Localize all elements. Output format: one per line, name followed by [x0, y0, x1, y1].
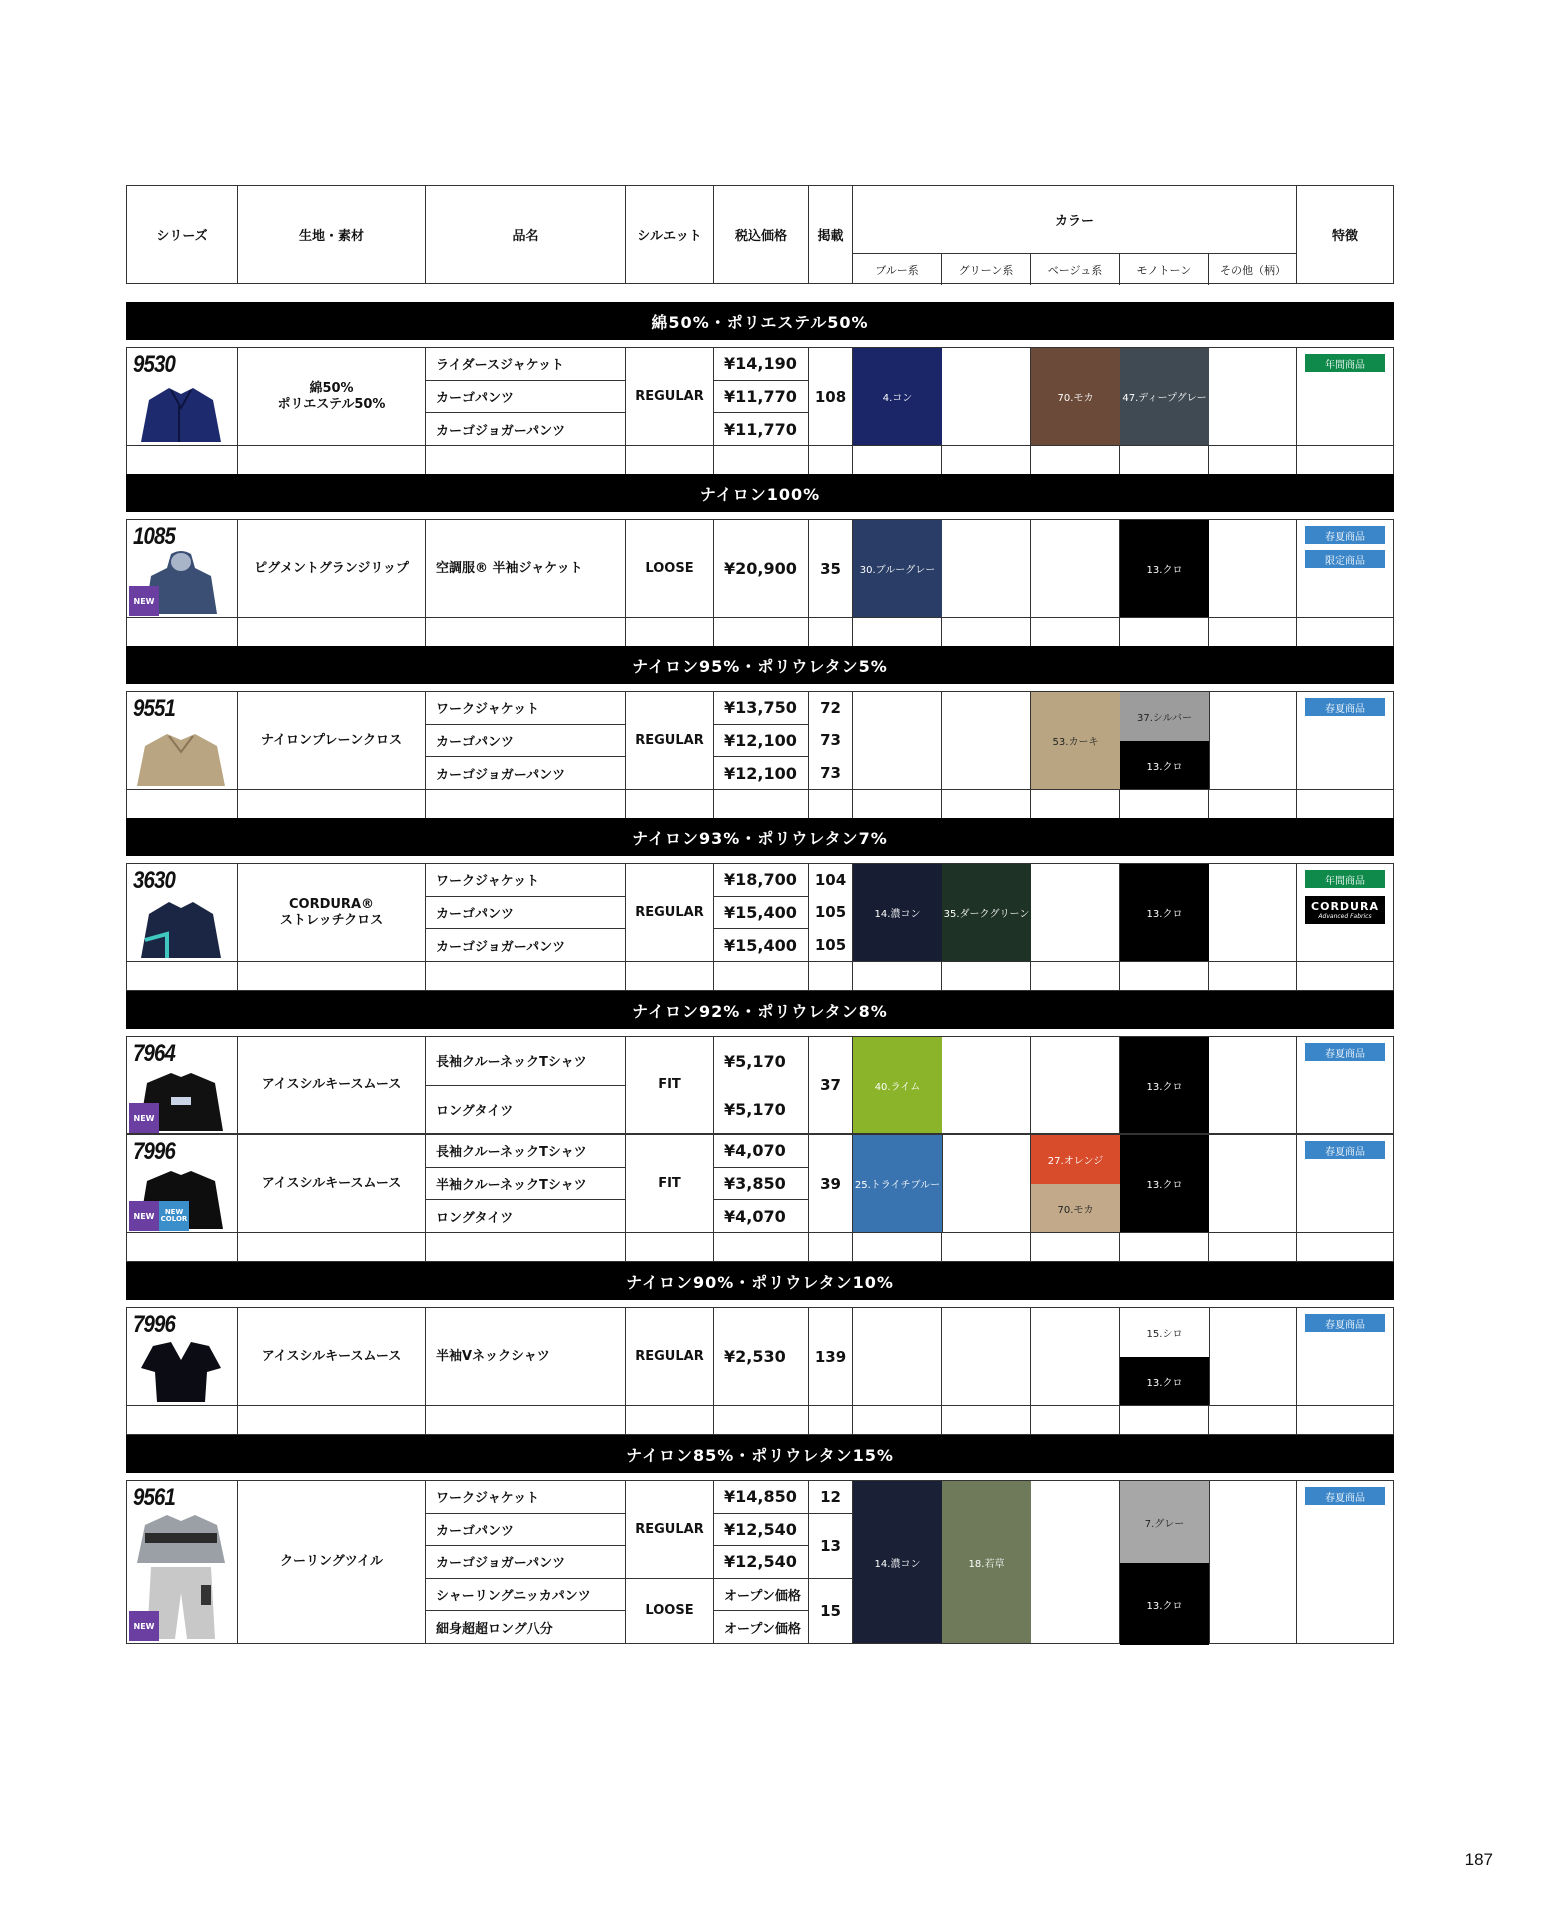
color-swatch: 30.ブルーグレー [853, 520, 942, 617]
page-ref: 12 [809, 1481, 852, 1514]
silhouette: LOOSE [626, 520, 714, 617]
page-ref: 73 [820, 763, 841, 782]
price: ¥15,400 [714, 897, 808, 930]
header-feature: 特徴 [1331, 229, 1358, 244]
section-band: ナイロン92%・ポリウレタン8% [126, 991, 1394, 1029]
page-ref: 105 [814, 903, 847, 922]
color-swatch: 14.濃コン [853, 1481, 942, 1643]
page-ref: 15 [820, 1602, 841, 1620]
silhouette: REGULAR [626, 1481, 713, 1579]
new-badge: NEW [129, 1611, 159, 1641]
spacer-row [126, 445, 1394, 475]
product-name: ワークジャケット [426, 692, 625, 725]
series-number: 7996 [133, 1311, 175, 1338]
product-name: ライダースジャケット [426, 348, 625, 381]
price: ¥14,190 [714, 348, 808, 381]
color-swatch: 13.クロ [1120, 741, 1209, 790]
product-list [426, 348, 626, 445]
color-cell-empty [942, 520, 1031, 617]
fabric-name: アイスシルキースムース [238, 1037, 426, 1133]
series-number: 3630 [133, 867, 175, 894]
series-number: 7996 [133, 1138, 175, 1165]
section-row [126, 1307, 1394, 1405]
product-name: ワークジャケット [426, 864, 625, 897]
price-list [714, 692, 809, 789]
logo-subtext: Advanced Fabrics [1318, 913, 1372, 920]
product-name: 長袖クルーネックTシャツ [426, 1037, 625, 1086]
series-number: 1085 [133, 523, 175, 550]
color-swatch: 13.クロ [1120, 1037, 1209, 1133]
price: ¥18,700 [714, 864, 808, 897]
color-swatch: 15.シロ [1120, 1308, 1209, 1357]
feature-tag: 春夏商品 [1305, 698, 1385, 716]
color-cell-empty [942, 1135, 1031, 1232]
product-name: カーゴパンツ [426, 1514, 625, 1547]
page-ref: 73 [820, 731, 841, 750]
price: ¥13,750 [714, 692, 808, 725]
product-name: ロングタイツ [436, 1210, 514, 1226]
header-color-green: グリーン系 [942, 254, 1031, 285]
color-swatch: 53.カーキ [1031, 692, 1120, 789]
product-name: 半袖Vネックシャツ [426, 1308, 626, 1405]
fabric-name: ストレッチクロス [279, 912, 384, 928]
page-list [809, 692, 853, 789]
color-cell-empty [1209, 864, 1297, 961]
color-swatch: 35.ダークグリーン [942, 864, 1031, 961]
header-color-other: その他（柄） [1220, 263, 1286, 277]
price: ¥12,100 [724, 763, 797, 783]
product-image [131, 722, 231, 786]
color-swatch: 7.グレー [1120, 1481, 1209, 1563]
color-swatch: 25.トライチブルー [853, 1135, 942, 1232]
page-ref: 105 [814, 935, 847, 954]
new-badge: NEW [129, 586, 159, 616]
header-color-mono: モノトーン [1120, 254, 1209, 285]
price: ¥11,770 [714, 381, 808, 414]
silhouette: FIT [626, 1037, 714, 1133]
spacer-row [126, 617, 1394, 647]
fabric-name: クーリングツイル [238, 1481, 426, 1643]
color-swatch: 70.モカ [1031, 348, 1120, 445]
feature-tag: 年間商品 [1305, 354, 1385, 372]
page-ref: 72 [820, 699, 841, 718]
header-color: カラー [853, 186, 1296, 254]
section-band: ナイロン93%・ポリウレタン7% [126, 818, 1394, 856]
product-list [426, 1135, 626, 1232]
price: ¥14,850 [714, 1481, 808, 1514]
color-swatch: 14.濃コン [853, 864, 942, 961]
color-swatch: 27.オレンジ [1031, 1135, 1120, 1184]
product-name: シャーリングニッカパンツ [426, 1579, 625, 1612]
product-list [426, 864, 626, 961]
header-price: 税込価格 [714, 186, 809, 283]
color-cell-empty [1209, 520, 1297, 617]
section-row [126, 691, 1394, 789]
section-row [126, 1036, 1394, 1134]
page-list [809, 1481, 853, 1643]
new-color-badge [159, 1201, 189, 1231]
color-cell-empty [1031, 520, 1120, 617]
section-row [126, 1134, 1394, 1232]
fabric-name: アイスシルキースムース [238, 1135, 426, 1232]
silhouette: FIT [626, 1135, 714, 1232]
price: ¥15,400 [724, 935, 797, 955]
series-number: 7964 [133, 1040, 175, 1067]
color-cell-empty [1209, 1037, 1297, 1133]
color-cell-empty [1209, 348, 1297, 445]
section-band: ナイロン100% [126, 474, 1394, 512]
price: ¥5,170 [724, 1051, 786, 1071]
feature-tag: 春夏商品 [1305, 526, 1385, 544]
product-image [131, 1511, 231, 1563]
price: ¥3,850 [714, 1168, 808, 1201]
logo-text: CORDURA [1311, 900, 1379, 913]
color-swatch: 70.モカ [1031, 1184, 1120, 1233]
color-cell-empty [1031, 1308, 1120, 1405]
section-row [126, 519, 1394, 617]
product-name: ロングタイツ [436, 1103, 514, 1119]
price: ¥5,170 [724, 1099, 786, 1119]
color-swatch: 13.クロ [1120, 864, 1209, 961]
product-name: ワークジャケット [426, 1481, 625, 1514]
price: ¥4,070 [724, 1206, 786, 1226]
price-list [714, 864, 809, 961]
color-cell-empty [1031, 1481, 1120, 1643]
series-number: 9561 [133, 1484, 175, 1511]
section-band: ナイロン90%・ポリウレタン10% [126, 1262, 1394, 1300]
series-number: 9551 [133, 695, 175, 722]
header-series: シリーズ [127, 186, 238, 283]
color-swatch: 37.シルバー [1120, 692, 1209, 741]
price: ¥20,900 [714, 520, 809, 617]
price: ¥4,070 [714, 1135, 808, 1168]
price-list [714, 348, 809, 445]
feature-tag: 限定商品 [1305, 550, 1385, 568]
header-color-beige: ベージュ系 [1031, 254, 1120, 285]
color-swatch: 47.ディープグレー [1120, 348, 1209, 445]
color-cell-empty [1209, 1308, 1297, 1405]
fabric-name: ポリエステル50% [277, 396, 386, 412]
product-image [131, 1338, 231, 1402]
header-product: 品名 [426, 186, 626, 283]
product-name: カーゴジョガーパンツ [436, 767, 566, 783]
product-name: カーゴジョガーパンツ [426, 1546, 625, 1579]
color-cell-empty [1031, 1037, 1120, 1133]
price-list [714, 1135, 809, 1232]
color-swatch: 4.コン [853, 348, 942, 445]
fabric-name: ピグメントグランジリップ [238, 520, 426, 617]
badge-text: COLOR [160, 1215, 188, 1223]
section-row [126, 1480, 1394, 1644]
series-number: 9530 [133, 351, 175, 378]
color-swatch: 13.クロ [1120, 1563, 1209, 1645]
color-cell-empty [942, 692, 1031, 789]
page-ref: 139 [809, 1308, 853, 1405]
price: ¥11,770 [724, 419, 797, 439]
header-fabric: 生地・素材 [238, 186, 426, 283]
section-row [126, 863, 1394, 961]
fabric-name: アイスシルキースムース [238, 1308, 426, 1405]
page-number: 187 [1464, 1850, 1493, 1869]
feature-tag: 春夏商品 [1305, 1043, 1385, 1061]
price-list [714, 1037, 809, 1133]
fabric-name: CORDURA® [288, 896, 375, 912]
product-name: カーゴジョガーパンツ [436, 423, 566, 439]
color-cell-empty [1031, 864, 1120, 961]
product-name: 空調服® 半袖ジャケット [426, 520, 626, 617]
price: オープン価格 [714, 1579, 808, 1612]
feature-tag: 春夏商品 [1305, 1314, 1385, 1332]
silhouette-list [626, 1481, 714, 1643]
page-ref: 37 [809, 1037, 853, 1133]
cordura-logo [1305, 896, 1385, 924]
spacer-row [126, 961, 1394, 991]
silhouette: REGULAR [626, 348, 714, 445]
page-ref: 108 [809, 348, 853, 445]
page-ref: 104 [814, 871, 847, 890]
color-cell-empty [1209, 1481, 1297, 1643]
product-list [426, 1037, 626, 1133]
fabric-cell [238, 348, 426, 445]
page-ref: 35 [809, 520, 853, 617]
color-cell-empty [1209, 692, 1297, 789]
color-swatch: 18.若草 [942, 1481, 1031, 1643]
price: ¥2,530 [714, 1308, 809, 1405]
silhouette: REGULAR [626, 864, 714, 961]
section-band: ナイロン95%・ポリウレタン5% [126, 646, 1394, 684]
product-name: カーゴパンツ [426, 381, 625, 414]
product-name: カーゴパンツ [426, 897, 625, 930]
price: ¥12,100 [714, 725, 808, 758]
silhouette: LOOSE [645, 1603, 694, 1619]
product-list [426, 1481, 626, 1643]
spacer-row [126, 1405, 1394, 1435]
page-list [809, 864, 853, 961]
spacer-row [126, 1232, 1394, 1262]
color-cell-empty [942, 348, 1031, 445]
section-row [126, 347, 1394, 445]
new-badge: NEW [129, 1103, 159, 1133]
header-color-group [853, 186, 1297, 283]
feature-tag: 春夏商品 [1305, 1487, 1385, 1505]
price: オープン価格 [724, 1621, 801, 1637]
section-band: 綿50%・ポリエステル50% [126, 302, 1394, 340]
price: ¥12,540 [714, 1514, 808, 1547]
color-cell-empty [942, 1308, 1031, 1405]
color-cell-empty [942, 1037, 1031, 1133]
color-cell-empty [853, 1308, 942, 1405]
product-name: 長袖クルーネックTシャツ [426, 1135, 625, 1168]
color-swatch: 40.ライム [853, 1037, 942, 1133]
page-ref: 39 [809, 1135, 853, 1232]
feature-tag: 春夏商品 [1305, 1141, 1385, 1159]
product-name: カーゴパンツ [426, 725, 625, 758]
fabric-cell [238, 864, 426, 961]
fabric-name: 綿50% [309, 380, 354, 396]
silhouette: REGULAR [626, 1308, 714, 1405]
product-name: 細身超超ロング八分 [436, 1621, 553, 1637]
header-page: 掲載 [809, 186, 853, 283]
color-cell-empty [1209, 1135, 1297, 1232]
color-swatch: 13.クロ [1120, 1357, 1209, 1406]
spacer-row [126, 789, 1394, 819]
table-header [126, 185, 1394, 284]
price: ¥12,540 [714, 1546, 808, 1579]
feature-tag: 年間商品 [1305, 870, 1385, 888]
badge-text: NEW [164, 1208, 184, 1216]
header-silhouette: シルエット [626, 186, 714, 283]
color-swatch: 13.クロ [1120, 520, 1209, 617]
new-badge: NEW [129, 1201, 159, 1231]
fabric-name: ナイロンプレーンクロス [238, 692, 426, 789]
product-list [426, 692, 626, 789]
product-name: 半袖クルーネックTシャツ [426, 1168, 625, 1201]
product-image [131, 894, 231, 958]
series-cell [127, 348, 238, 445]
product-name: カーゴジョガーパンツ [436, 939, 566, 955]
section-band: ナイロン85%・ポリウレタン15% [126, 1435, 1394, 1473]
header-color-blue: ブルー系 [853, 254, 942, 285]
silhouette: REGULAR [626, 692, 714, 789]
color-swatch: 13.クロ [1120, 1135, 1209, 1232]
price-list [714, 1481, 809, 1643]
page-ref: 13 [809, 1514, 852, 1579]
color-cell-empty [853, 692, 942, 789]
